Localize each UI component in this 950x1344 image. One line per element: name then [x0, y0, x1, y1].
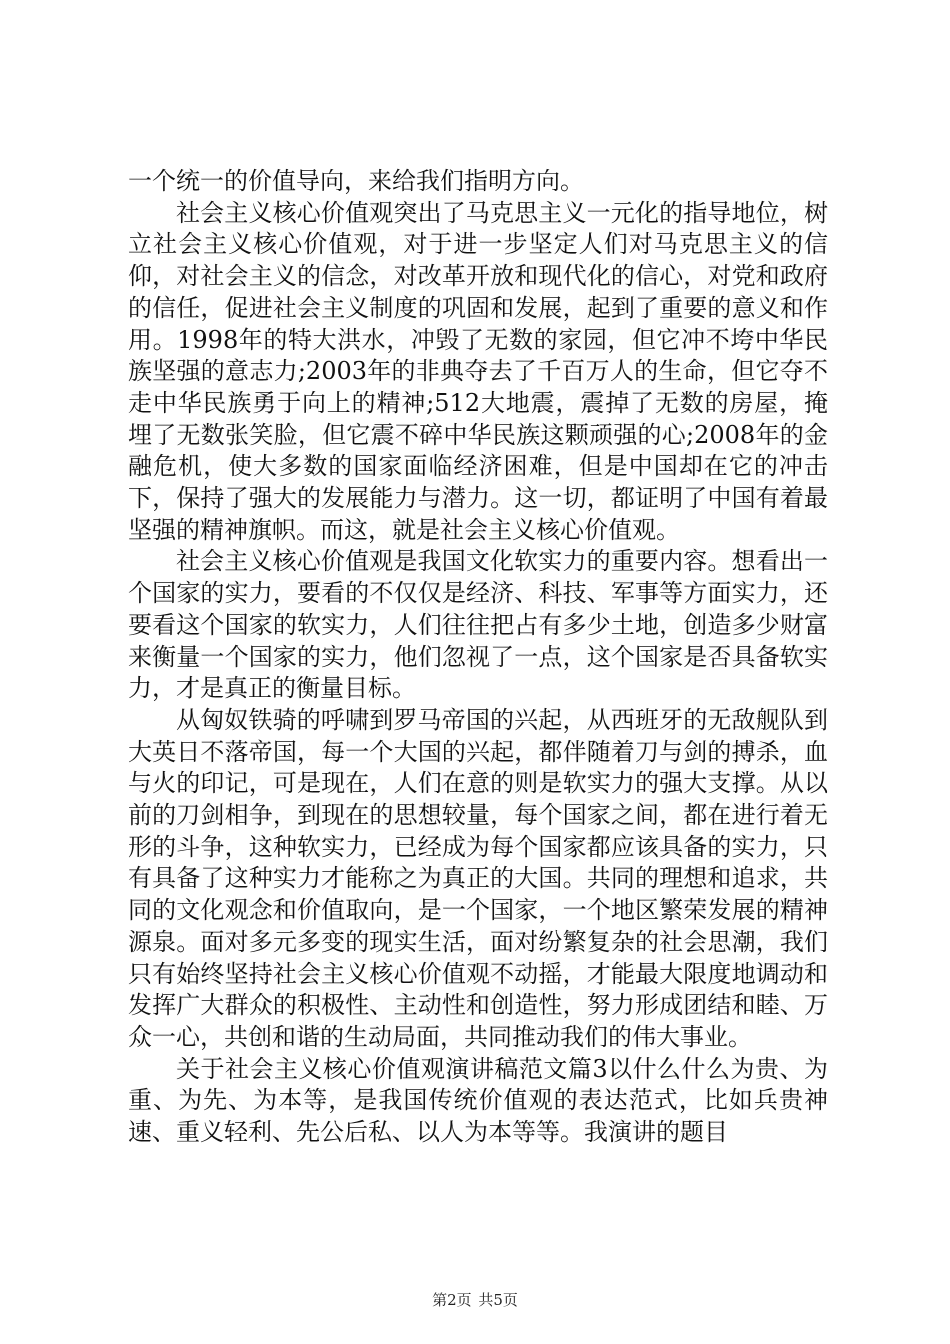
paragraph-1: 一个统一的价值导向，来给我们指明方向。	[128, 167, 584, 195]
page-number: 第2页	[432, 1291, 472, 1309]
paragraph-4: 从匈奴铁骑的呼啸到罗马帝国的兴起，从西班牙的无敌舰队到大英日不落帝国，每一个大国的兴起，都伴随着刀与剑的搏杀，血与火的印记，可是现在，人们在意的则是软实力的强大支撑。从以前的刀剑相争，到现在的思想较量，每个国家之间，都在进行着无形的斗争，这种软实力，已经成为每个国家都应该具备的实力，只有具备了这种实力才能称之为真正的大国。共同的理想和追求，共同的文化观念和价值取向，是一个国家，一个地区繁荣发展的精神源泉。面对多元多变的现实生活，面对纷繁复杂的社会思潮，我们只有始终坚持社会主义核心价值观不动摇，才能最大限度地调动和发挥广大群众的积极性、主动性和创造性，努力形成团结和睦、万众一心，共创和谐的生动局面，共同推动我们的伟大事业。	[128, 705, 828, 1051]
paragraph-5: 关于社会主义核心价值观演讲稿范文篇3以什么什么为贵、为重、为先、为本等，是我国传统价值观的表达范式，比如兵贵神速、重义轻利、先公后私、以人为本等等。我演讲的题目	[128, 1054, 828, 1147]
paragraph-3: 社会主义核心价值观是我国文化软实力的重要内容。想看出一个国家的实力，要看的不仅仅是经济、科技、军事等方面实力，还要看这个国家的软实力，人们往往把占有多少土地，创造多少财富来衡量一个国家的实力，他们忽视了一点，这个国家是否具备软实力，才是真正的衡量目标。	[128, 547, 828, 703]
page-total: 共5页	[478, 1291, 518, 1309]
paragraph-2: 社会主义核心价值观突出了马克思主义一元化的指导地位，树立社会主义核心价值观，对于进一步坚定人们对马克思主义的信仰，对社会主义的信念，对改革开放和现代化的信心，对党和政府的信任，促进社会主义制度的巩固和发展，起到了重要的意义和作用。1998年的特大洪水，冲毁了无数的家园，但它冲不垮中华民族坚强的意志力;2003年的非典夺去了千百万人的生命，但它夺不走中华民族勇于向上的精神;512大地震，震掉了无数的房屋，掩埋了无数张笑脸，但它震不碎中华民族这颗顽强的心;2008年的金融危机，使大多数的国家面临经济困难，但是中国却在它的冲击下，保持了强大的发展能力与潜力。这一切，都证明了中国有着最坚强的精神旗帜。而这，就是社会主义核心价值观。	[128, 198, 828, 544]
document-body	[128, 166, 828, 1149]
page-footer	[0, 1289, 950, 1310]
